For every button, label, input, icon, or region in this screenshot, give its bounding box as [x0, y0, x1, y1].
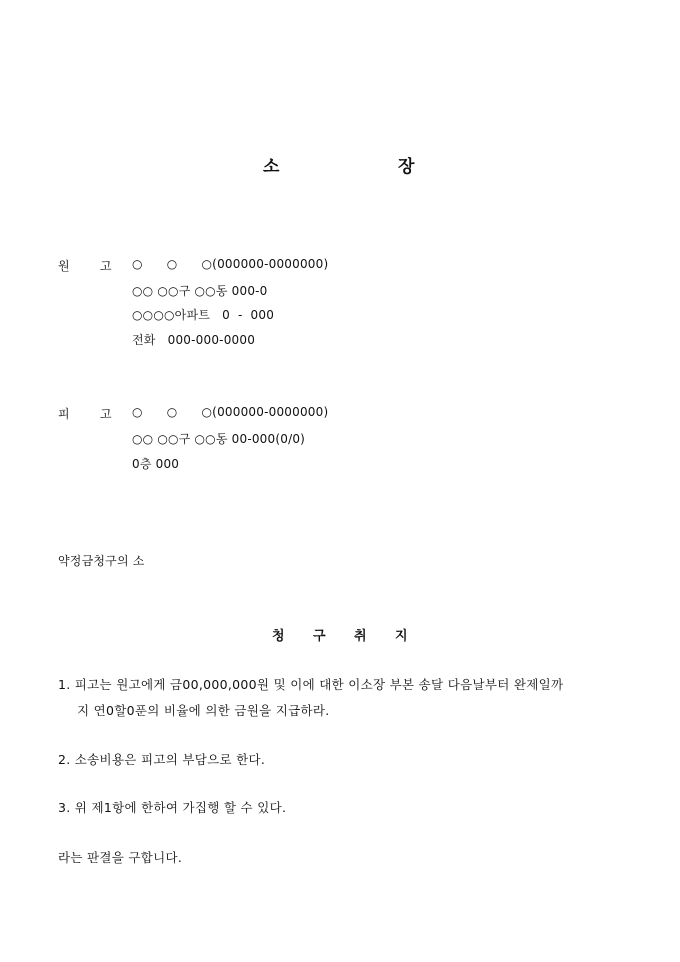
plaintiff-address-line: ○○○○아파트 0 - 000 — [132, 308, 275, 322]
defendant-address-line: 0층 000 — [132, 457, 180, 471]
plaintiff-address-line: ○○ ○○구 ○○동 000-0 — [132, 284, 268, 298]
claim-item-2: 2. 소송비용은 피고의 부담으로 한다. — [58, 752, 266, 767]
plaintiff-label-char-1: 원 — [58, 259, 70, 273]
defendant-name: ○ ○ ○(000000-0000000) — [132, 405, 329, 419]
claim-item-1: 1. 피고는 원고에게 금00,000,000원 및 이에 대한 이소장 부본 송달 다음날부터 완제일까 — [58, 677, 564, 692]
claim-heading-char: 취 — [354, 629, 367, 644]
claim-item-1-continued: 지 연0할0푼의 비율에 의한 금원을 지급하라. — [77, 703, 330, 718]
defendant-label-char-2: 고 — [100, 407, 112, 421]
defendant-label-char-1: 피 — [58, 407, 70, 421]
claim-heading-char: 지 — [395, 629, 408, 644]
plaintiff-label-char-2: 고 — [100, 259, 112, 273]
claim-heading-char: 청 — [272, 629, 285, 644]
defendant-address-line: ○○ ○○구 ○○동 00-000(0/0) — [132, 432, 306, 446]
document-title-char-1: 소 — [263, 157, 280, 177]
case-name: 약정금청구의 소 — [58, 554, 145, 568]
document-title-char-2: 장 — [398, 157, 415, 177]
claim-heading-char: 구 — [313, 629, 326, 644]
plaintiff-name: ○ ○ ○(000000-0000000) — [132, 257, 329, 271]
claim-item-3: 3. 위 제1항에 한하여 가집행 할 수 있다. — [58, 800, 287, 815]
closing-statement: 라는 판결을 구합니다. — [58, 850, 183, 865]
plaintiff-phone: 전화 000-000-0000 — [132, 333, 256, 347]
